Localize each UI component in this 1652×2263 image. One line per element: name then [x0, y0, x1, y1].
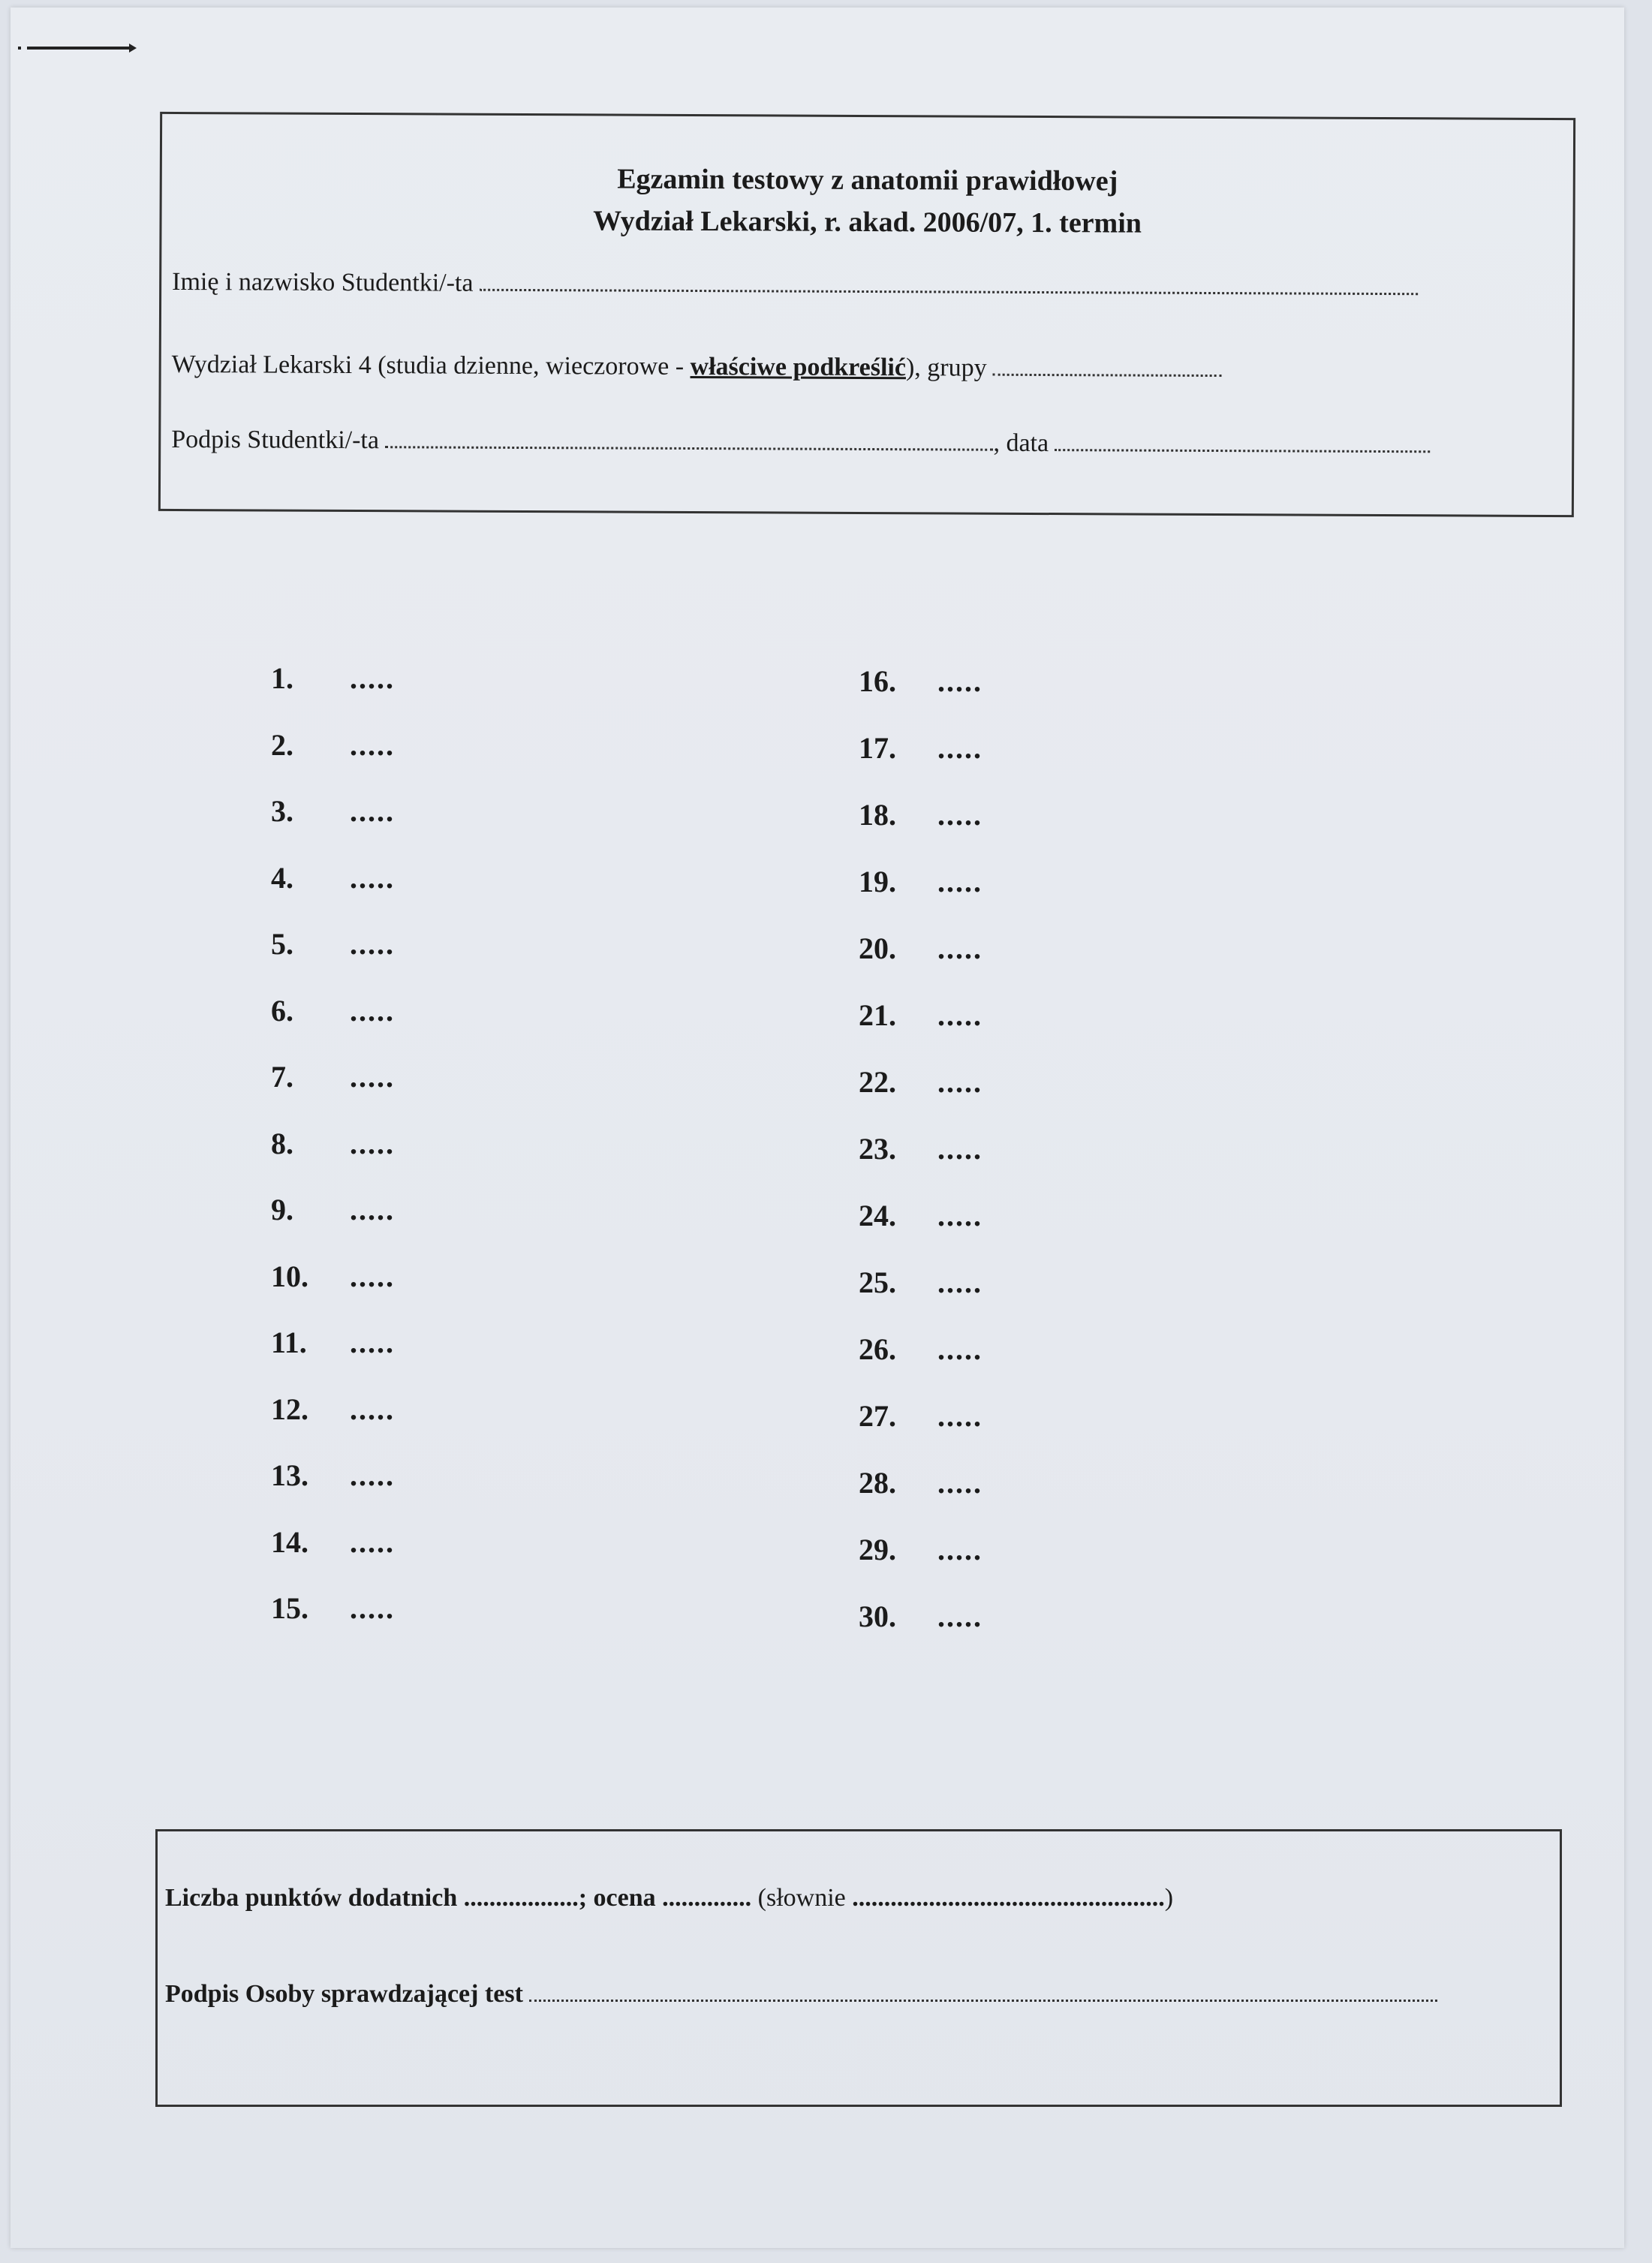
question-number: 29. — [859, 1533, 896, 1566]
checker-field — [165, 1980, 1437, 2009]
faculty-underline-instruction: właściwe podkreślić — [690, 352, 907, 382]
answer-row — [859, 1332, 982, 1367]
answer-blank[interactable]: ..... — [937, 1599, 982, 1633]
answer-blank[interactable]: ..... — [350, 1259, 395, 1293]
answer-row — [859, 1064, 982, 1100]
question-number: 16. — [859, 664, 896, 698]
answer-row — [859, 1398, 982, 1434]
answer-blank[interactable]: ..... — [937, 1065, 982, 1099]
answer-blank[interactable]: ..... — [350, 727, 395, 762]
student-signature-label: Podpis Studentki/-ta — [171, 425, 380, 455]
question-number: 17. — [859, 731, 896, 765]
answer-row — [859, 797, 982, 832]
faculty-field — [172, 351, 1223, 384]
question-number: 3. — [271, 794, 293, 828]
words-line[interactable]: ................................................. — [852, 1884, 1165, 1912]
answer-blank[interactable]: ..... — [937, 998, 982, 1032]
answer-blank[interactable]: ..... — [937, 1265, 982, 1299]
grade-label: ; ocena — [578, 1884, 656, 1912]
question-number: 18. — [859, 798, 896, 832]
answer-row — [271, 1192, 395, 1227]
exam-subtitle: Wydział Lekarski, r. akad. 2006/07, 1. termin — [593, 205, 1142, 239]
answer-blank[interactable]: ..... — [937, 1132, 982, 1166]
question-number: 22. — [859, 1065, 896, 1099]
answer-blank[interactable]: ..... — [937, 865, 982, 898]
question-number: 7. — [271, 1060, 293, 1094]
answer-blank[interactable]: ..... — [350, 661, 395, 695]
answer-blank[interactable]: ..... — [937, 1466, 982, 1500]
question-number: 14. — [271, 1524, 308, 1559]
question-number: 6. — [271, 993, 293, 1028]
question-number: 30. — [859, 1599, 896, 1633]
answer-row — [271, 1458, 395, 1493]
question-number: 21. — [859, 998, 896, 1032]
checker-signature-label: Podpis Osoby sprawdzającej test — [165, 1980, 523, 2008]
words-close: ) — [1164, 1884, 1174, 1912]
answer-row — [859, 664, 982, 699]
answer-row — [859, 1131, 982, 1166]
question-number: 2. — [271, 727, 293, 762]
answer-row — [271, 993, 395, 1028]
answer-blank[interactable]: ..... — [350, 1458, 395, 1492]
answer-row — [859, 1532, 982, 1567]
answer-row — [859, 1198, 982, 1233]
question-number: 27. — [859, 1399, 896, 1433]
question-number: 20. — [859, 931, 896, 965]
answer-blank[interactable]: ..... — [350, 1126, 395, 1160]
answer-blank[interactable]: ..... — [350, 1193, 395, 1226]
group-label: ), grupy — [905, 354, 987, 382]
date-label: , data — [993, 429, 1049, 458]
answer-row — [271, 926, 395, 961]
answer-row — [271, 1059, 395, 1094]
answer-blank[interactable]: ..... — [350, 1524, 395, 1559]
faculty-label: Wydział Lekarski 4 (studia dzienne, wieczorowe - — [171, 350, 691, 381]
answer-blank[interactable]: ..... — [937, 664, 982, 698]
answer-blank[interactable]: ..... — [350, 927, 395, 961]
answer-blank[interactable]: ..... — [937, 1199, 982, 1232]
student-name-field[interactable] — [172, 268, 1418, 302]
footer-box — [155, 1829, 1562, 2107]
question-number: 13. — [271, 1458, 308, 1492]
answer-row — [859, 864, 982, 899]
question-number: 25. — [859, 1265, 896, 1299]
question-number: 26. — [859, 1332, 896, 1366]
question-number: 9. — [271, 1193, 293, 1226]
answer-row — [859, 1265, 982, 1300]
student-signature-line[interactable] — [385, 428, 993, 451]
question-number: 15. — [271, 1591, 308, 1625]
staple-mark — [27, 47, 132, 50]
answer-blank[interactable]: ..... — [350, 1060, 395, 1094]
question-number: 28. — [859, 1466, 896, 1500]
answer-blank[interactable]: ..... — [350, 1591, 395, 1625]
question-number: 5. — [271, 927, 293, 961]
checker-signature-line[interactable] — [529, 1982, 1437, 2002]
exam-title: Egzamin testowy z anatomii prawidłowej — [617, 163, 1118, 197]
answer-row — [271, 1325, 395, 1360]
answer-row — [859, 998, 982, 1033]
answer-row — [859, 730, 982, 766]
grade-line[interactable]: .............. — [662, 1884, 752, 1912]
answer-blank[interactable]: ..... — [937, 1332, 982, 1366]
answer-row — [271, 860, 395, 895]
answer-blank[interactable]: ..... — [350, 794, 395, 828]
points-label: Liczba punktów dodatnich — [165, 1884, 458, 1912]
answer-row — [859, 1465, 982, 1500]
answer-blank[interactable]: ..... — [350, 860, 395, 895]
answer-row — [271, 1259, 395, 1294]
answer-row — [859, 931, 982, 966]
answer-row — [271, 727, 395, 763]
answer-blank[interactable]: ..... — [937, 931, 982, 965]
question-number: 10. — [271, 1259, 308, 1293]
points-line[interactable]: .................. — [463, 1884, 579, 1912]
question-number: 23. — [859, 1132, 896, 1166]
points-field — [165, 1884, 1173, 1912]
question-number: 11. — [271, 1326, 307, 1359]
answer-blank[interactable]: ..... — [350, 1392, 395, 1426]
answer-blank[interactable]: ..... — [350, 993, 395, 1028]
question-number: 19. — [859, 865, 896, 898]
answer-row — [271, 1524, 395, 1560]
answer-blank[interactable]: ..... — [350, 1326, 395, 1359]
words-label: (słownie — [757, 1884, 846, 1912]
question-number: 8. — [271, 1126, 293, 1160]
answer-row — [271, 1590, 395, 1626]
answer-blank[interactable]: ..... — [937, 798, 982, 832]
question-number: 12. — [271, 1392, 308, 1426]
group-line[interactable] — [993, 356, 1222, 377]
answer-row — [271, 661, 395, 696]
answer-blank[interactable]: ..... — [937, 731, 982, 765]
question-number: 1. — [271, 661, 293, 695]
answer-row — [859, 1599, 982, 1634]
student-name-label: Imię i nazwisko Studentki/-ta — [172, 267, 474, 297]
answer-row — [271, 793, 395, 829]
student-name-line[interactable] — [480, 271, 1418, 295]
paper-sheet — [11, 8, 1624, 2248]
header-box — [158, 112, 1575, 517]
answer-row — [271, 1392, 395, 1427]
signature-field — [171, 426, 1431, 459]
answer-blank[interactable]: ..... — [937, 1533, 982, 1566]
question-number: 24. — [859, 1199, 896, 1232]
question-number: 4. — [271, 860, 293, 895]
date-line[interactable] — [1055, 431, 1431, 453]
answer-row — [271, 1126, 395, 1161]
answer-blank[interactable]: ..... — [937, 1399, 982, 1433]
